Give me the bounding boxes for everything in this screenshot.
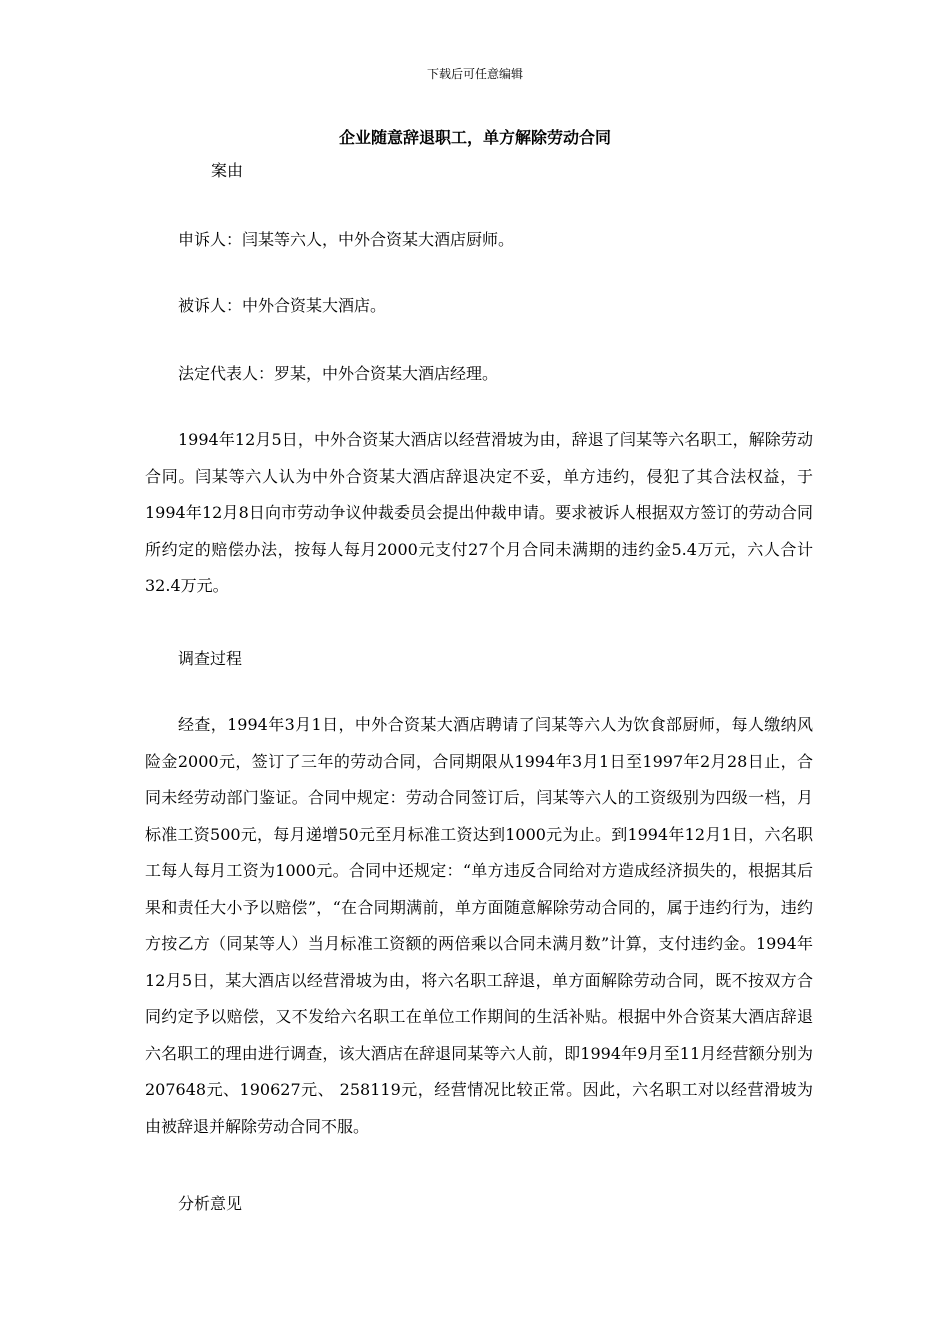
section-heading-case: 案由	[211, 161, 244, 180]
section-heading-investigation: 调查过程	[178, 649, 243, 668]
respondent-line: 被诉人：中外合资某大酒店。	[178, 296, 387, 315]
investigation-paragraph: 经查，1994年3月1日，中外合资某大酒店聘请了闫某等六人为饮食部厨师，每人缴纳风险金2000元，签订了三年的劳动合同，合同期限从1994年3月1日至1997年2月28日止，合同未经劳动部门鉴证。合同中规定：劳动合同签订后，闫某等六人的工资级别为四级一档，月标准工资500元，每月递增50元至月标准工资达到1000元为止。到1994年12月1日，六名职工每人每月工资为1000元。合同中还规定：“单方违反合同给对方造成经济损失的，根据其后果和责任大小予以赔偿”，“在合同期满前，单方面随意解除劳动合同的，属于违约行为，违约方按乙方（同某等人）当月标准工资额的两倍乘以合同未满月数”计算，支付违约金。1994年12月5日，某大酒店以经营滑坡为由，将六名职工辞退，单方面解除劳动合同，既不按双方合同约定予以赔偿，又不发给六名职工在单位工作期间的生活补贴。根据中外合资某大酒店辞退六名职工的理由进行调查，该大酒店在辞退同某等六人前，即1994年9月至11月经营额分别为207648元、190627元、 258119元，经营情况比较正常。因此，六名职工对以经营滑坡为由被辞退并解除劳动合同不服。	[145, 715, 813, 1136]
complainant-line: 申诉人：闫某等六人，中外合资某大酒店厨师。	[178, 230, 515, 249]
document-title: 企业随意辞退职工，单方解除劳动合同	[338, 128, 611, 147]
header-note: 下载后可任意编辑	[426, 67, 523, 81]
case-paragraph: 1994年12月5日，中外合资某大酒店以经营滑坡为由，辞退了闫某等六名职工，解除劳动合同。闫某等六人认为中外合资某大酒店辞退决定不妥，单方违约，侵犯了其合法权益，于1994年12月8日向市劳动争议仲裁委员会提出仲裁申请。要求被诉人根据双方签订的劳动合同所约定的赔偿办法，按每人每月2000元支付27个月合同未满期的违约金5.4万元，六人合计32.4万元。	[145, 430, 813, 595]
legal-representative-line: 法定代表人：罗某，中外合资某大酒店经理。	[178, 364, 499, 383]
section-heading-analysis: 分析意见	[178, 1194, 243, 1213]
